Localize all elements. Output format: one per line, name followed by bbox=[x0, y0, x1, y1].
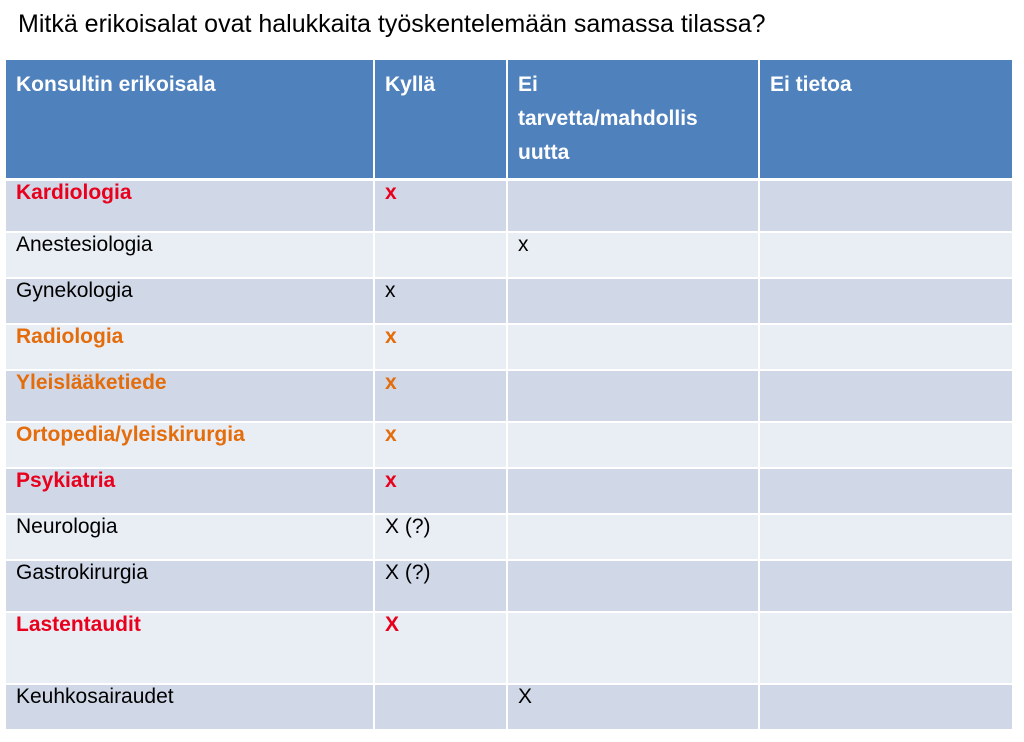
specialty-cell: Yleislääketiede bbox=[6, 370, 374, 422]
specialty-cell: Keuhkosairaudet bbox=[6, 684, 374, 730]
ei-tietoa-cell bbox=[759, 514, 1012, 560]
slide-title: Mitkä erikoisalat ovat halukkaita työskentelemään samassa tilassa? bbox=[18, 10, 766, 38]
specialty-cell: Anestesiologia bbox=[6, 232, 374, 278]
header-kylla: Kyllä bbox=[374, 60, 507, 180]
kylla-cell: x bbox=[374, 468, 507, 514]
header-specialty: Konsultin erikoisala bbox=[6, 60, 374, 180]
table-row bbox=[6, 278, 1012, 324]
table-body bbox=[6, 180, 1012, 730]
ei-tarvetta-cell bbox=[507, 370, 759, 422]
ei-tietoa-cell bbox=[759, 468, 1012, 514]
ei-tarvetta-cell bbox=[507, 180, 759, 232]
table-row bbox=[6, 370, 1012, 422]
specialty-cell: Ortopedia/yleiskirurgia bbox=[6, 422, 374, 468]
ei-tarvetta-cell: X bbox=[507, 684, 759, 730]
ei-tarvetta-cell bbox=[507, 468, 759, 514]
ei-tietoa-cell bbox=[759, 324, 1012, 370]
ei-tietoa-cell bbox=[759, 612, 1012, 684]
ei-tietoa-cell bbox=[759, 232, 1012, 278]
kylla-cell: X bbox=[374, 612, 507, 684]
ei-tarvetta-cell bbox=[507, 560, 759, 612]
ei-tarvetta-cell bbox=[507, 514, 759, 560]
header-ei-tietoa: Ei tietoa bbox=[759, 60, 1012, 180]
kylla-cell: X (?) bbox=[374, 560, 507, 612]
table-header-row bbox=[6, 60, 1012, 180]
table-row bbox=[6, 514, 1012, 560]
ei-tietoa-cell bbox=[759, 422, 1012, 468]
kylla-cell: x bbox=[374, 422, 507, 468]
kylla-cell: X (?) bbox=[374, 514, 507, 560]
ei-tarvetta-cell bbox=[507, 324, 759, 370]
table-row bbox=[6, 232, 1012, 278]
ei-tietoa-cell bbox=[759, 684, 1012, 730]
table-row bbox=[6, 422, 1012, 468]
table-row bbox=[6, 612, 1012, 684]
specialty-cell: Gastrokirurgia bbox=[6, 560, 374, 612]
table-row bbox=[6, 560, 1012, 612]
ei-tietoa-cell bbox=[759, 560, 1012, 612]
specialty-cell: Neurologia bbox=[6, 514, 374, 560]
specialty-cell: Radiologia bbox=[6, 324, 374, 370]
ei-tarvetta-cell bbox=[507, 612, 759, 684]
kylla-cell: x bbox=[374, 370, 507, 422]
table-row bbox=[6, 684, 1012, 730]
kylla-cell bbox=[374, 684, 507, 730]
specialty-table bbox=[6, 60, 1012, 731]
ei-tarvetta-cell bbox=[507, 422, 759, 468]
ei-tarvetta-cell: x bbox=[507, 232, 759, 278]
kylla-cell: x bbox=[374, 180, 507, 232]
kylla-cell: x bbox=[374, 278, 507, 324]
kylla-cell bbox=[374, 232, 507, 278]
specialty-cell: Gynekologia bbox=[6, 278, 374, 324]
ei-tietoa-cell bbox=[759, 180, 1012, 232]
header-ei-tarvetta-line2: tarvetta/mahdollis bbox=[518, 107, 698, 130]
ei-tarvetta-cell bbox=[507, 278, 759, 324]
ei-tietoa-cell bbox=[759, 370, 1012, 422]
specialty-cell: Kardiologia bbox=[6, 180, 374, 232]
specialty-cell: Lastentaudit bbox=[6, 612, 374, 684]
table-row bbox=[6, 180, 1012, 232]
kylla-cell: x bbox=[374, 324, 507, 370]
table-row bbox=[6, 324, 1012, 370]
specialty-cell: Psykiatria bbox=[6, 468, 374, 514]
header-ei-tarvetta-line3: uutta bbox=[518, 141, 570, 164]
header-ei-tarvetta-line1: Ei bbox=[518, 73, 538, 96]
table-row bbox=[6, 468, 1012, 514]
header-ei-tarvetta bbox=[507, 60, 759, 180]
ei-tietoa-cell bbox=[759, 278, 1012, 324]
